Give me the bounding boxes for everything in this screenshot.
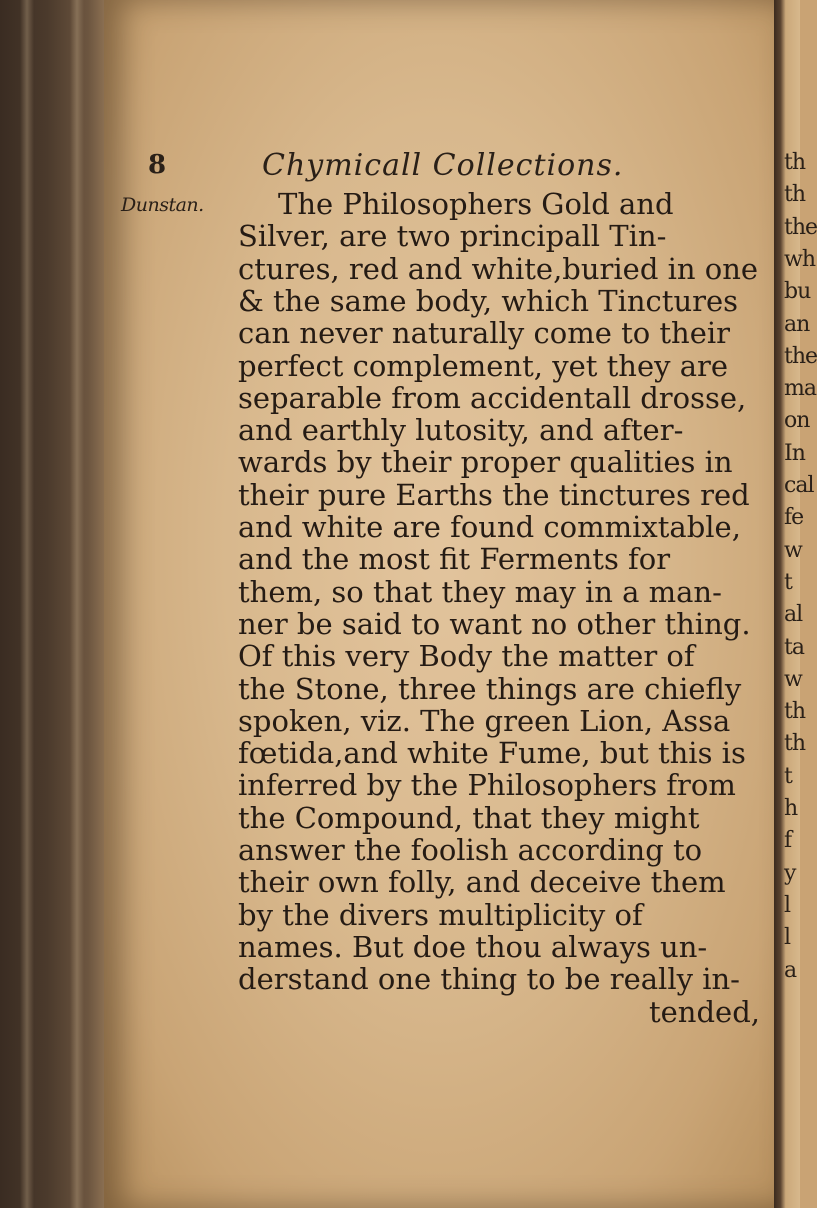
text-line: the Stone, three things are chiefly xyxy=(238,671,742,706)
next-page-fragment: wh xyxy=(784,246,815,272)
next-page-fragment: ta xyxy=(784,634,804,660)
text-line: Of this very Body the matter of xyxy=(238,639,695,674)
text-line: them, so that they may in a man- xyxy=(238,574,722,609)
catchword: tended, xyxy=(648,994,760,1029)
next-page-fragment: fe xyxy=(784,505,804,531)
text-line: The Philosophers Gold and xyxy=(278,187,674,221)
next-page-fragment: al xyxy=(784,602,803,628)
gutter-edge xyxy=(70,0,84,1208)
next-page-fragment: ma xyxy=(784,376,816,402)
gutter-edge xyxy=(20,0,34,1208)
next-page-fragment: l xyxy=(784,892,791,918)
text-line: answer the foolish according to xyxy=(238,833,703,867)
next-page-fragment: f xyxy=(784,828,792,854)
text-line: and white are found commixtable, xyxy=(238,510,741,544)
running-head: Chymicall Collections. xyxy=(262,148,624,183)
next-page-fragment: w xyxy=(784,537,802,563)
text-line: inferred by the Philosophers from xyxy=(238,768,736,803)
margin-note: Dunstan. xyxy=(121,194,204,216)
next-page-fragment: an xyxy=(784,311,810,337)
next-page-fragment: the xyxy=(784,343,817,369)
next-page-fragment: on xyxy=(784,408,810,434)
next-page-fragment: In xyxy=(784,440,805,466)
next-page-fragment: the xyxy=(784,214,817,240)
text-line: the Compound, that they might xyxy=(238,800,700,835)
text-line: and the most fit Ferments for xyxy=(238,542,671,577)
text-line: wards by their proper qualities in xyxy=(238,445,733,480)
next-page-fragment: th xyxy=(784,699,806,725)
next-page-fragment: cal xyxy=(784,473,814,498)
next-page-fragment: w xyxy=(784,666,802,692)
text-line: names. But doe thou always un- xyxy=(238,929,708,964)
next-page-fragment: bu xyxy=(784,279,811,305)
next-page-fragment: h xyxy=(784,796,798,821)
book-gutter xyxy=(0,0,118,1208)
text-line: and earthly lutosity, and after- xyxy=(238,413,684,448)
text-line: derstand one thing to be really in- xyxy=(238,962,740,997)
next-page-edge xyxy=(774,0,817,1208)
text-line: their own folly, and deceive them xyxy=(238,865,726,900)
text-line: their pure Earths the tinctures red xyxy=(238,477,750,512)
next-page-fragment: t xyxy=(784,569,792,595)
text-line: spoken, viz. The green Lion, Assa xyxy=(238,703,731,738)
next-page-fragment: th xyxy=(784,182,806,208)
next-page-fragment: t xyxy=(784,763,792,789)
text-line: can never naturally come to their xyxy=(238,316,731,351)
next-page-fragment: th xyxy=(784,731,806,757)
text-line: Silver, are two principall Tin- xyxy=(238,219,667,254)
page-number: 8 xyxy=(148,150,167,180)
next-page-fragment: l xyxy=(784,925,791,951)
text-line: ner be said to want no other thing. xyxy=(238,606,751,641)
text-line: & the same body, which Tinctures xyxy=(238,283,739,318)
text-line: by the divers multiplicity of xyxy=(238,897,643,932)
text-line: separable from accidentall drosse, xyxy=(238,380,747,415)
next-page-fragment: a xyxy=(784,957,797,983)
next-page-fragment: th xyxy=(784,150,806,175)
text-line: fœtida,and white Fume, but this is xyxy=(238,736,746,771)
next-page-fragment: y xyxy=(784,860,796,886)
text-line: ctures, red and white,buried in one xyxy=(238,251,759,286)
text-line: perfect complement, yet they are xyxy=(238,348,729,383)
